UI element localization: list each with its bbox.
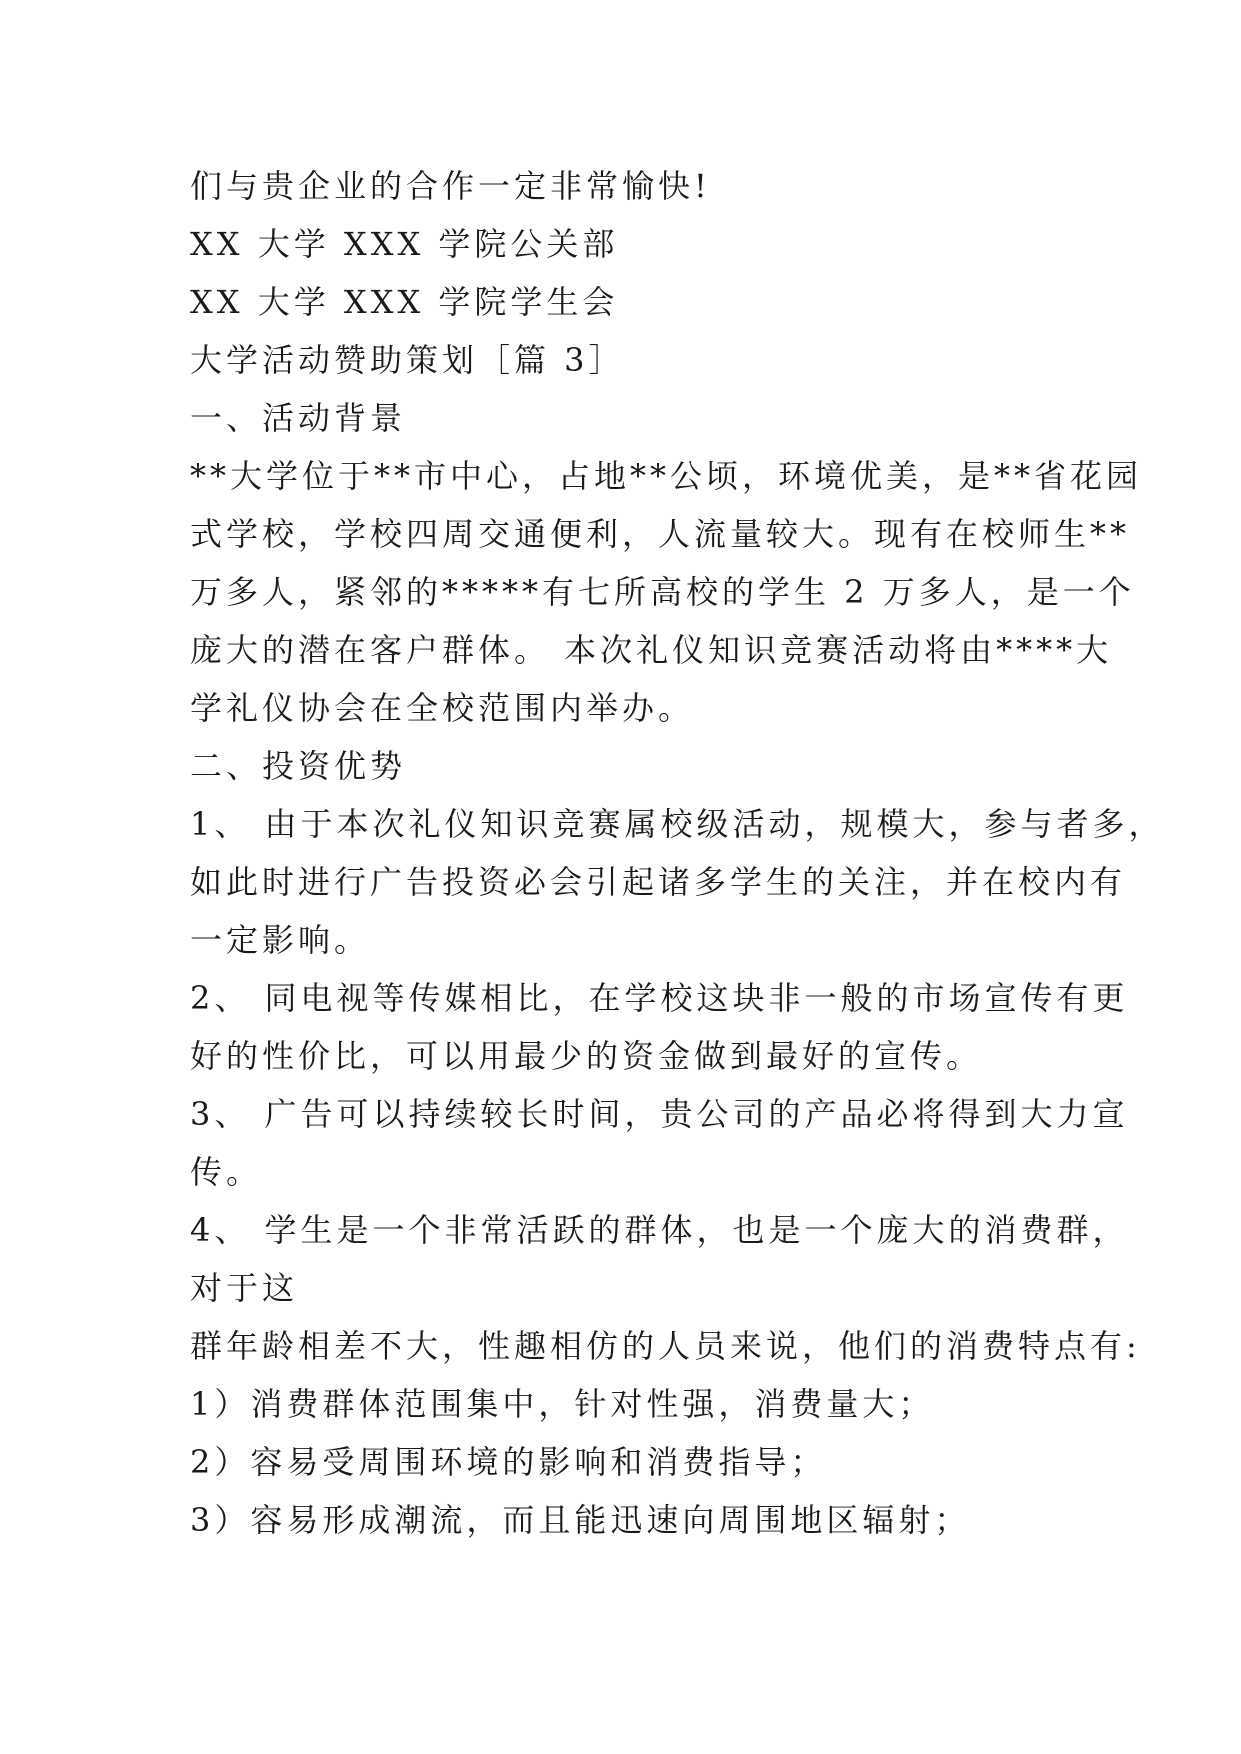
list-item-1-cont: 如此时进行广告投资必会引起诸多学生的关注，并在校内有 — [190, 863, 1127, 901]
paragraph-line: **大学位于**市中心，占地**公顷，环境优美，是**省花园 — [190, 457, 1143, 495]
sub-item-1: 1）消费群体范围集中，针对性强，消费量大； — [190, 1385, 935, 1423]
list-item-1-cont: 一定影响。 — [190, 921, 371, 959]
sub-item-2: 2）容易受周围环境的影响和消费指导； — [190, 1443, 827, 1481]
heading-background: 一、活动背景 — [190, 399, 407, 437]
heading-advantages: 二、投资优势 — [190, 747, 407, 785]
list-item-3-cont: 传。 — [190, 1153, 263, 1191]
document-body — [190, 157, 1165, 1549]
list-item-2: 2、 同电视等传媒相比，在学校这块非一般的市场宣传有更 — [190, 979, 1129, 1017]
closing-line: 们与贵企业的合作一定非常愉快! — [190, 167, 711, 205]
paragraph-line: 庞大的潜在客户群体。 本次礼仪知识竞赛活动将由****大 — [190, 631, 1113, 669]
section-title: 大学活动赞助策划［篇 3］ — [190, 341, 625, 379]
paragraph-line: 式学校，学校四周交通便利，人流量较大。现有在校师生** — [190, 515, 1131, 553]
list-item-4-cont: 群年龄相差不大，性趣相仿的人员来说，他们的消费特点有: — [190, 1327, 1141, 1365]
signature-pr-department: XX 大学 XXX 学院公关部 — [190, 225, 619, 263]
sub-item-3: 3）容易形成潮流，而且能迅速向周围地区辐射； — [190, 1501, 971, 1539]
list-item-4: 4、 学生是一个非常活跃的群体，也是一个庞大的消费群， — [190, 1211, 1129, 1249]
signature-student-union: XX 大学 XXX 学院学生会 — [190, 283, 619, 321]
list-item-2-cont: 好的性价比，可以用最少的资金做到最好的宣传。 — [190, 1037, 983, 1075]
paragraph-line: 万多人，紧邻的*****有七所高校的学生 2 万多人，是一个 — [190, 573, 1135, 611]
list-item-3: 3、 广告可以持续较长时间，贵公司的产品必将得到大力宣 — [190, 1095, 1129, 1133]
paragraph-line: 学礼仪协会在全校范围内举办。 — [190, 689, 695, 727]
list-item-1: 1、 由于本次礼仪知识竞赛属校级活动，规模大，参与者多， — [190, 805, 1165, 843]
list-item-4-cont: 对于这 — [190, 1269, 299, 1307]
